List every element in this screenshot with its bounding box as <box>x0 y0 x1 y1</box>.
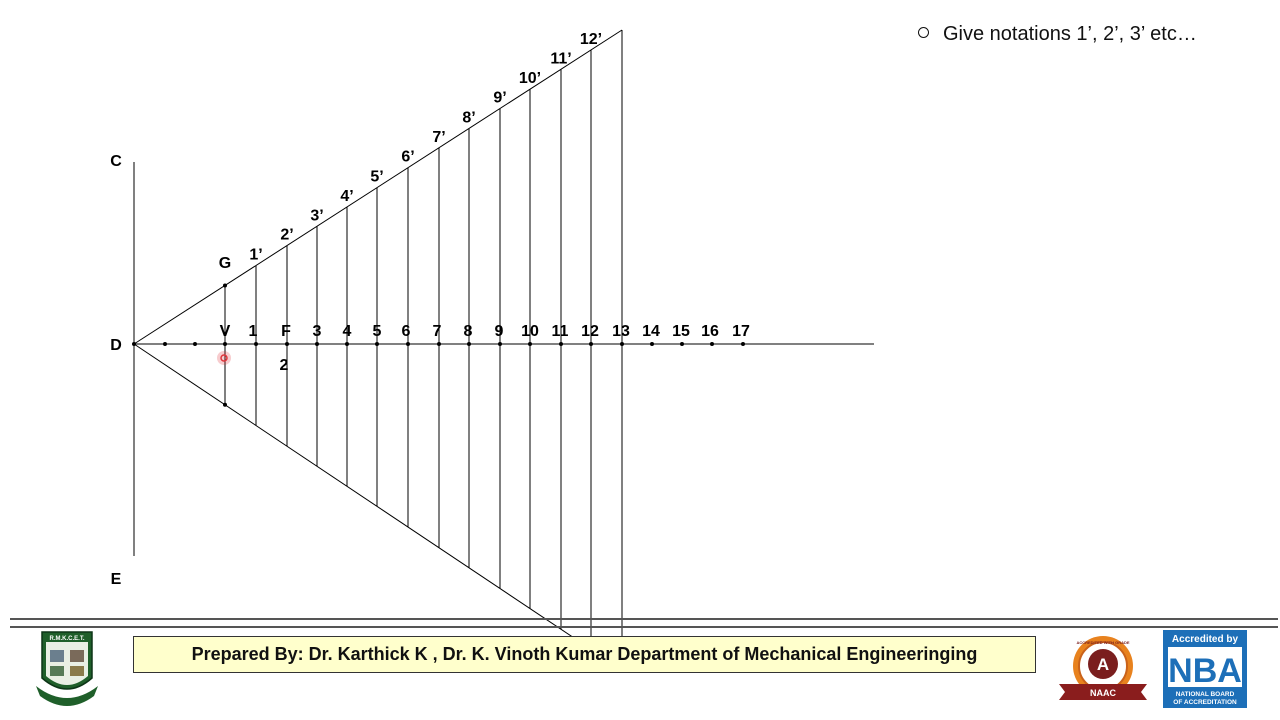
axis-point-9 <box>437 342 441 346</box>
axis-number-14: 14 <box>642 323 660 340</box>
axis-number-15: 15 <box>672 323 690 340</box>
prime-label-9: 9’ <box>493 89 507 107</box>
prime-label-3: 3’ <box>310 207 324 225</box>
prime-label-4: 4’ <box>340 187 354 205</box>
prime-label-11: 11’ <box>550 50 572 68</box>
axis-point-18 <box>710 342 714 346</box>
axis-number-11: 11 <box>551 323 569 340</box>
axis-number-9: 9 <box>494 323 504 340</box>
axis-number-12: 12 <box>581 323 599 340</box>
nba-top-text: Accredited by <box>1171 634 1239 645</box>
axis-number-1: 1 <box>248 323 258 340</box>
footer-rule-bottom <box>10 626 1278 628</box>
label-d: D <box>110 337 122 354</box>
footer-rule-top <box>10 618 1278 620</box>
axis-point-15 <box>620 342 624 346</box>
label-c: C <box>110 153 122 170</box>
prime-label-2: 2’ <box>280 226 294 244</box>
prepared-by-banner <box>133 636 1036 673</box>
prime-label-6: 6’ <box>401 148 415 166</box>
axis-number-7: 7 <box>432 323 442 340</box>
axis-number-6: 6 <box>401 323 411 340</box>
axis-point-13 <box>559 342 563 346</box>
prime-label-12: 12’ <box>579 30 603 48</box>
axis-point-0 <box>163 342 167 346</box>
axis-point-11 <box>498 342 502 346</box>
axis-point-7 <box>375 342 379 346</box>
axis-point-19 <box>741 342 745 346</box>
bullet-marker <box>918 27 929 38</box>
upper-ray <box>134 30 622 344</box>
axis-number-17: 17 <box>732 323 750 340</box>
axis-point-5 <box>315 342 319 346</box>
axis-number-13: 13 <box>612 323 630 340</box>
axis-point-6 <box>345 342 349 346</box>
axis-number-16: 16 <box>701 323 719 340</box>
axis-point-1 <box>193 342 197 346</box>
axis-number-3: 3 <box>312 323 322 340</box>
naac-grade: A <box>1096 655 1110 674</box>
naac-label: NAAC <box>1090 688 1116 698</box>
label-f-sub: 2 <box>279 357 289 374</box>
instruction-text: Give notations 1’, 2’, 3’ etc… <box>943 23 1197 45</box>
nba-line-2: OF ACCREDITATION <box>1173 699 1237 706</box>
axis-point-3 <box>254 342 258 346</box>
point-g <box>223 283 227 287</box>
axis-point-2 <box>223 342 227 346</box>
axis-number-5: 5 <box>372 323 382 340</box>
cursor-highlight <box>217 351 231 365</box>
prime-label-8: 8’ <box>462 109 476 127</box>
axis-number-4: 4 <box>342 323 352 340</box>
prepared-by-text: Prepared By: Dr. Karthick K , Dr. K. Vinoth Kumar Department of Mechanical Engineeringing <box>191 644 978 664</box>
label-v: V <box>219 323 231 340</box>
naac-badge <box>1055 634 1151 708</box>
lower-ray <box>134 344 622 670</box>
nba-badge <box>1163 630 1247 708</box>
axis-point-17 <box>680 342 684 346</box>
rmkcet-logo <box>34 628 100 710</box>
axis-point-10 <box>467 342 471 346</box>
naac-ring-text: ACCREDITED WITH GRADE <box>1076 640 1130 645</box>
axis-point-16 <box>650 342 654 346</box>
point-g-lower <box>223 403 227 407</box>
axis-point-12 <box>528 342 532 346</box>
label-e: E <box>110 571 122 588</box>
axis-point-14 <box>589 342 593 346</box>
axis-point-8 <box>406 342 410 346</box>
prime-label-7: 7’ <box>432 128 446 146</box>
point-d <box>132 342 136 346</box>
label-g: G <box>218 255 232 272</box>
axis-number-8: 8 <box>463 323 473 340</box>
prime-label-10: 10’ <box>518 70 542 88</box>
axis-number-10: 10 <box>521 323 539 340</box>
axis-point-4 <box>285 342 289 346</box>
nba-mark: NBA <box>1168 652 1242 690</box>
rmkcet-logo-text: R.M.K.C.E.T. <box>49 636 85 642</box>
label-f: F <box>281 323 291 340</box>
prime-label-5: 5’ <box>370 168 384 186</box>
nba-line-1: NATIONAL BOARD <box>1175 691 1235 698</box>
prime-label-1: 1’ <box>249 246 263 264</box>
